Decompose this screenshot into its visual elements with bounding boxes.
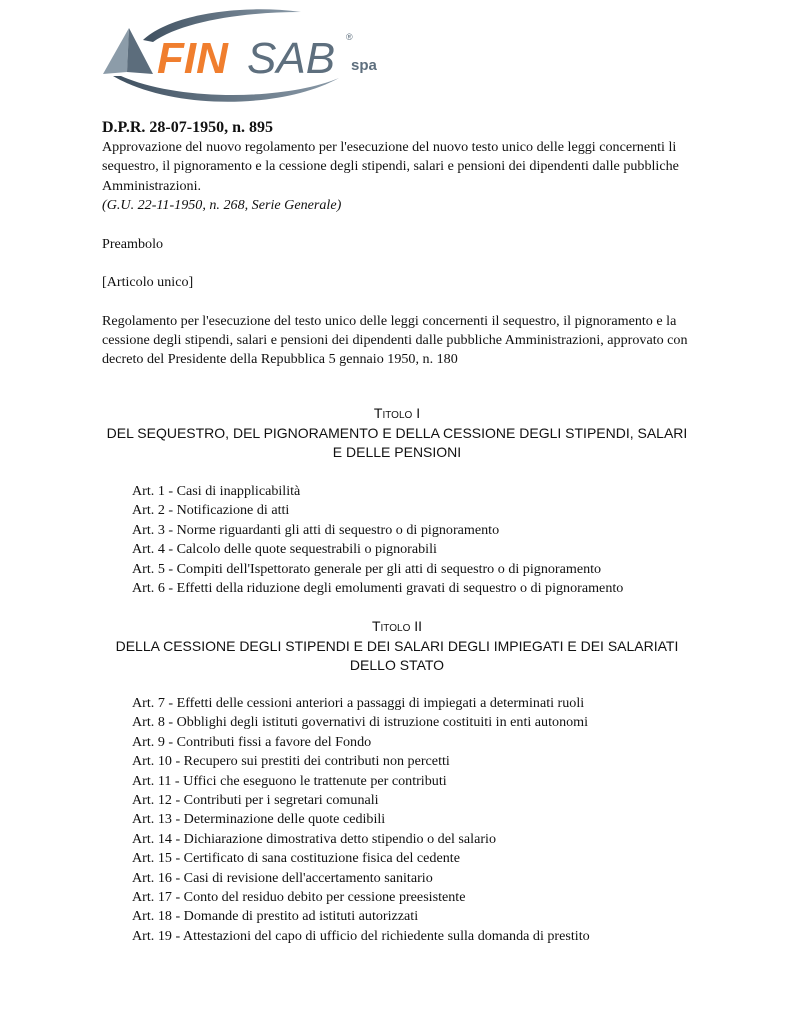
article-link[interactable]: Art. 18 - Domande di prestito ad istituti autorizzati (132, 908, 419, 925)
article-link[interactable]: Art. 12 - Contributi per i segretari comunali (132, 792, 379, 809)
article-link[interactable]: Art. 2 - Notificazione di atti (132, 502, 290, 519)
article-link[interactable]: Art. 4 - Calcolo delle quote sequestrabili o pignorabili (132, 541, 437, 558)
article-link[interactable]: Art. 13 - Determinazione delle quote cedibili (132, 811, 386, 828)
logo-registered-mark: ® (346, 32, 353, 42)
titolo-1-article-list (132, 482, 752, 598)
article-link[interactable]: Art. 16 - Casi di revisione dell'accertamento sanitario (132, 869, 433, 886)
titolo-2-label: Titolo II (371, 618, 423, 634)
titolo-1-heading: DEL SEQUESTRO, DEL PIGNORAMENTO E DELLA CESSIONE DEGLI STIPENDI, SALARI E DELLE PENSIONI (106, 424, 688, 460)
article-link[interactable]: Art. 17 - Conto del residuo debito per cessione preesistente (132, 889, 466, 906)
article-link[interactable]: Art. 10 - Recupero sui prestiti dei contributi non percetti (132, 753, 450, 770)
article-link[interactable]: Art. 7 - Effetti delle cessioni anteriori a passaggi di impiegati a determinati ruoli (132, 695, 585, 711)
logo-text-sab: SAB (247, 34, 336, 83)
logo-triangle-left (103, 28, 129, 74)
document-header (102, 118, 702, 370)
titolo-1-header (102, 404, 692, 463)
regulation-text: Regolamento per l'esecuzione del testo unico delle leggi concernenti il sequestro, il pignoramento e la cessione degli stipendi, salari e pensioni dei dipendenti dalle pubbliche Amministrazioni, approvato con decreto del Presidente della Repubblica 5 gennaio 1950, n. 180 (102, 312, 688, 368)
article-link[interactable]: Art. 3 - Norme riguardanti gli atti di sequestro o di pignoramento (132, 521, 500, 538)
logo-text-fin: FIN (157, 34, 228, 83)
document-description: Approvazione del nuovo regolamento per l'esecuzione del nuovo testo unico delle leggi concernenti li sequestro, il pignoramento e la cessione degli stipendi, salari e pensioni dei dipendenti dalle pubbliche Amministrazioni. (102, 139, 679, 194)
article-link[interactable]: Art. 14 - Dichiarazione dimostrativa detto stipendio o del salario (132, 830, 496, 847)
titolo-1-label: Titolo I (373, 405, 421, 421)
article-link[interactable]: Art. 8 - Obblighi degli istituti governativi di istruzione costituiti in enti autonomi (132, 714, 589, 731)
article-link[interactable]: Art. 5 - Compiti dell'Ispettorato generale per gli atti di sequestro o di pignoramento (132, 560, 602, 577)
article-link[interactable]: Art. 15 - Certificato di sana costituzione fisica del cedente (132, 850, 460, 867)
finsab-logo-graphic (101, 6, 391, 106)
logo-triangle-right (127, 28, 153, 74)
article-link[interactable]: Art. 1 - Casi di inapplicabilità (132, 483, 301, 499)
article-link[interactable]: Art. 11 - Uffici che eseguono le trattenute per contributi (132, 772, 447, 789)
article-link[interactable]: Art. 9 - Contributi fissi a favore del Fondo (132, 733, 372, 750)
article-link[interactable]: Art. 19 - Attestazioni del capo di ufficio del richiedente sulla domanda di prestito (132, 927, 590, 944)
preamble-link[interactable]: Preambolo (102, 236, 164, 253)
document-title: D.P.R. 28-07-1950, n. 895 (102, 119, 273, 136)
titolo-2-heading: DELLA CESSIONE DEGLI STIPENDI E DEI SALARI DEGLI IMPIEGATI E DEI SALARIATI DELLO STATO (115, 637, 679, 673)
titolo-2-header (102, 617, 692, 676)
finsab-logo (101, 6, 391, 106)
titolo-2-article-list (132, 694, 752, 946)
gazette-reference: (G.U. 22-11-1950, n. 268, Serie Generale) (102, 196, 342, 213)
logo-text-spa: spa (351, 57, 377, 74)
article-link[interactable]: Art. 6 - Effetti della riduzione degli emolumenti gravati di sequestro o di pignoramento (132, 580, 624, 597)
article-unico-link[interactable]: [Articolo unico] (102, 274, 194, 291)
